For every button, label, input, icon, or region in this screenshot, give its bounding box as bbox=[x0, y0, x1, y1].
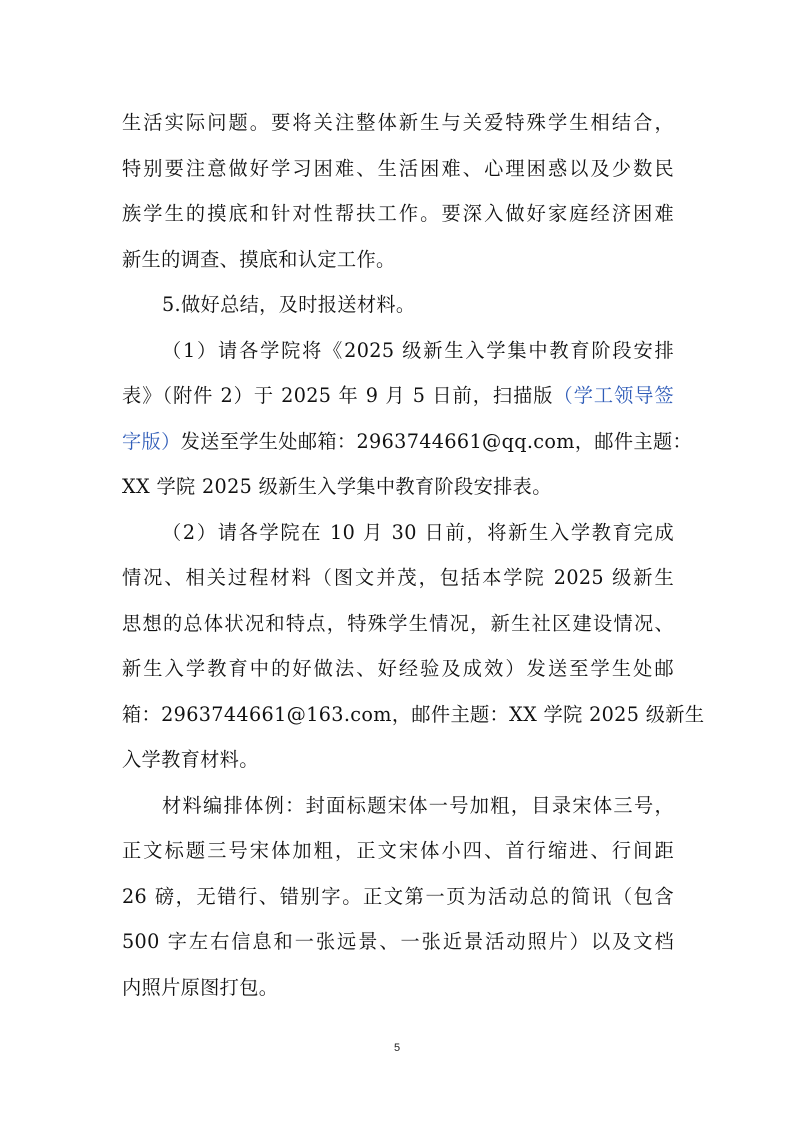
text-line: 生活实际问题。要将关注整体新生与关爱特殊学生相结合， bbox=[122, 111, 674, 134]
text-line: 正文标题三号宋体加粗，正文宋体小四、首行缩进、行间距 bbox=[122, 839, 674, 862]
paragraph-student-issues bbox=[122, 100, 674, 282]
paragraph-education-materials bbox=[122, 510, 705, 783]
text-line: XX 学院 2025 级新生入学集中教育阶段安排表。 bbox=[122, 475, 552, 498]
section-heading-summary bbox=[122, 282, 674, 328]
text-line: 内照片原图打包。 bbox=[122, 975, 279, 999]
text-line: （1）请各学院将《2025 级新生入学集中教育阶段安排 bbox=[162, 338, 674, 362]
highlight-text: 字版） bbox=[122, 429, 181, 453]
text-line: 思想的总体状况和特点，特殊学生情况，新生社区建设情况、 bbox=[122, 611, 674, 635]
document-body bbox=[122, 100, 705, 1010]
text-line-with-highlight bbox=[122, 373, 674, 419]
text-line: 26 磅，无错行、错别字。正文第一页为活动总的简讯（包含 bbox=[122, 884, 674, 908]
text-segment: 表》（附件 2）于 2025 年 9 月 5 日前，扫描版 bbox=[122, 384, 554, 407]
text-segment: 发送至学生处邮箱：2963744661@qq.com，邮件主题： bbox=[180, 429, 693, 453]
text-line: 情况、相关过程材料（图文并茂，包括本学院 2025 级新生 bbox=[122, 566, 674, 589]
text-line-with-highlight bbox=[122, 419, 693, 465]
text-line: 材料编排体例：封面标题宋体一号加粗，目录宋体三号， bbox=[162, 793, 674, 817]
text-line: 入学教育材料。 bbox=[122, 748, 259, 771]
text-line: 箱：2963744661@163.com，邮件主题：XX 学院 2025 级新生 bbox=[122, 702, 705, 726]
text-line: 新生入学教育中的好做法、好经验及成效）发送至学生处邮 bbox=[122, 657, 674, 680]
text-line: 500 字左右信息和一张远景、一张近景活动照片）以及文档 bbox=[122, 930, 674, 953]
highlight-text: （学工领导签 bbox=[553, 384, 674, 407]
paragraph-format-requirements bbox=[122, 783, 674, 1011]
text-line: 新生的调查、摸底和认定工作。 bbox=[122, 247, 396, 271]
text-line: （2）请各学院在 10 月 30 日前，将新生入学教育完成 bbox=[162, 520, 674, 544]
text-line: 特别要注意做好学习困难、生活困难、心理困惑以及少数民 bbox=[122, 156, 674, 180]
paragraph-schedule-submission bbox=[122, 328, 693, 510]
section-heading: 5.做好总结，及时报送材料。 bbox=[162, 293, 416, 316]
page-number: 5 bbox=[393, 1042, 401, 1054]
text-line: 族学生的摸底和针对性帮扶工作。要深入做好家庭经济困难 bbox=[122, 202, 674, 225]
